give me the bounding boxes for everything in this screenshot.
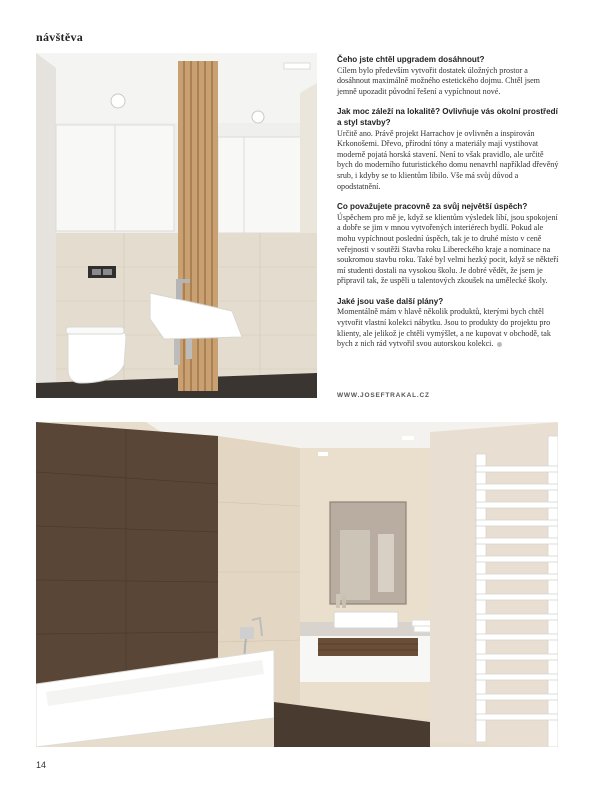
question: Jaké jsou vaše další plány?: [337, 296, 444, 306]
page-number: 14: [36, 760, 47, 770]
question: Jak moc záleží na lokalitě? Ovlivňuje vás okolní prostředí a styl stavby?: [337, 107, 558, 127]
section-label: návštěva: [36, 30, 84, 44]
bathroom-photo: [36, 422, 558, 747]
question: Co považujete pracovně za svůj největší úspěch?: [337, 202, 528, 212]
qa-block: [337, 107, 559, 192]
question: Čeho jste chtěl upgradem dosáhnout?: [337, 55, 485, 64]
answer: [337, 307, 559, 349]
qa-block: [337, 55, 559, 97]
website-link[interactable]: WWW.JOSEFTRAKAL.CZ: [337, 392, 430, 399]
qa-block: [337, 202, 559, 287]
end-mark-icon: [497, 342, 502, 347]
answer: Určitě ano. Právě projekt Harrachov je ovlivněn a inspirován Krkonošemi. Dřevo, přírodní tóny a materiály mají vystihovat moderně pojatá horská stavení. Není to však pravidlo, ale určitě bych do moderního futuristického domu nenavrhl například dřevěný srub, i kdyby se to klientům líbilo. Vše má svůj důvod a opodstatnění.: [337, 128, 559, 191]
answer: Úspěchem pro mě je, když se klientům výsledek líbí, jsou spokojení a dobře se jim v mnou vytvořených interiérech bydlí. Pokud ale mohu vypíchnout poslední úspěch, tak je to druhé místo v ceně veřejnosti v soutěži Stavba roku Libereckého kraje a nominace na soukromou stavbu roku. Také byl velmi hezký pocit, když se někteří mí studenti dostali na vysokou školu. Je dobré vědět, že jsem je připravil tak, že uspěli u talentových zkoušek na umělecké školy.: [337, 212, 559, 286]
interview-text: [337, 55, 559, 360]
answer-text: Momentálně mám v hlavě několik produktů, kterými bych chtěl vytvořit vlastní kolekci nábytku. Jsou to produkty do projektu pro klienty, ale jelikož je chtěli vymýšlet, a ne kupovat v obchodě, tak bych z nich rád vytvořil svou autorskou kolekci.: [337, 307, 551, 349]
toilet-room-photo: [36, 53, 317, 398]
answer: Cílem bylo především vytvořit dostatek úložných prostor a dosáhnout maximálně možného estetického dojmu. Chtěl jsem jemně upozadit původní řešení a vypíchnout nové.: [337, 65, 540, 96]
qa-block: [337, 297, 559, 350]
